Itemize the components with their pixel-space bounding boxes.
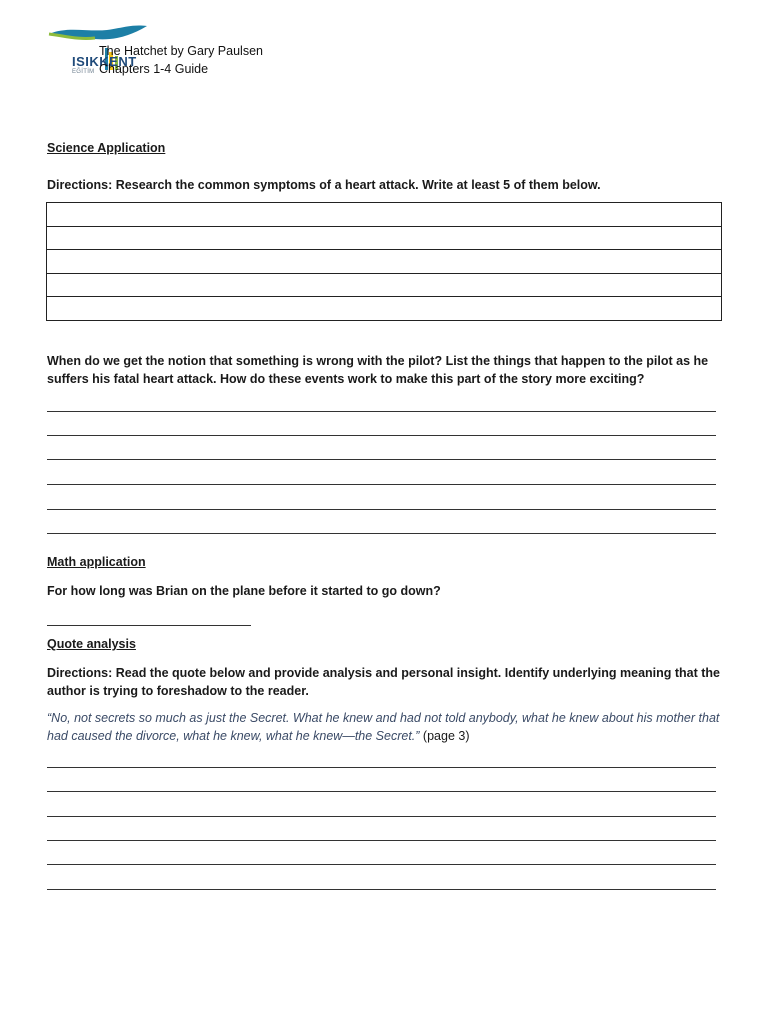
answer-line[interactable] bbox=[47, 484, 716, 485]
math-answer-line[interactable] bbox=[47, 625, 251, 626]
quote-page-ref: (page 3) bbox=[422, 729, 470, 743]
math-question: For how long was Brian on the plane before it started to go down? bbox=[47, 584, 441, 598]
logo-wordmark: ISIKKENT bbox=[72, 54, 137, 69]
answer-line[interactable] bbox=[47, 435, 716, 436]
quote-directions: Directions: Read the quote below and provide analysis and personal insight. Identify underlying meaning that the author is trying to foreshadow to the reader. bbox=[47, 666, 721, 698]
quote-block bbox=[47, 709, 727, 745]
science-directions: Directions: Research the common symptoms of a heart attack. Write at least 5 of them below. bbox=[47, 178, 601, 192]
symptom-row[interactable] bbox=[47, 297, 722, 321]
answer-line[interactable] bbox=[47, 791, 716, 792]
answer-line[interactable] bbox=[47, 864, 716, 865]
symptom-row[interactable] bbox=[47, 273, 722, 297]
quote-heading: Quote analysis bbox=[47, 637, 136, 651]
logo-subtext: EĞİTİM bbox=[72, 69, 95, 75]
symptom-row[interactable] bbox=[47, 226, 722, 250]
answer-line[interactable] bbox=[47, 889, 716, 890]
pilot-question: When do we get the notion that something is wrong with the pilot? List the things that happen to the pilot as he suffers his fatal heart attack. How do these events work to make this part of the story more exciting? bbox=[47, 354, 709, 386]
answer-line[interactable] bbox=[47, 459, 716, 460]
document-title: The Hatchet by Gary Paulsen bbox=[99, 44, 263, 58]
math-heading: Math application bbox=[47, 555, 146, 569]
document-subtitle: Chapters 1-4 Guide bbox=[99, 62, 209, 76]
symptom-row[interactable] bbox=[47, 250, 722, 274]
symptoms-table bbox=[46, 202, 722, 321]
answer-line[interactable] bbox=[47, 533, 716, 534]
answer-line[interactable] bbox=[47, 411, 716, 412]
science-heading: Science Application bbox=[47, 141, 166, 155]
symptom-row[interactable] bbox=[47, 203, 722, 227]
answer-line[interactable] bbox=[47, 509, 716, 510]
answer-line[interactable] bbox=[47, 767, 716, 768]
answer-line[interactable] bbox=[47, 816, 716, 817]
answer-line[interactable] bbox=[47, 840, 716, 841]
quote-text: “No, not secrets so much as just the Secret. What he knew and had not told anybody, what he knew about his mother that had caused the divorce, what he knew, what he knew—the Secret.” bbox=[47, 711, 720, 743]
